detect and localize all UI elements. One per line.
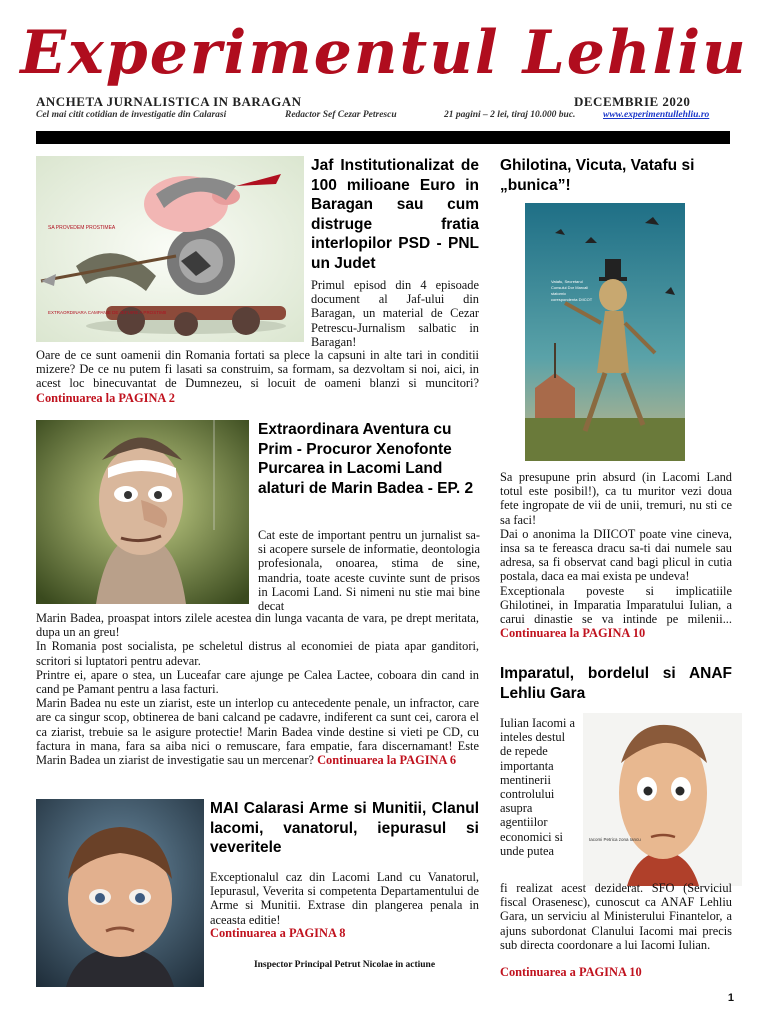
article2-paragraph — [36, 696, 479, 767]
svg-text:SA PROVEDEM PROSTIMEA: SA PROVEDEM PROSTIMEA — [48, 225, 116, 231]
masthead-tagline: Cel mai citit cotidian de investigatie din Calarasi — [36, 110, 227, 120]
article5-wrap-text: Iulian Iacomi a inteles destul de repede importanta mentinerii controlului asupra agentiilor economici si unde putea — [500, 716, 575, 858]
page-number: 1 — [727, 992, 734, 1004]
article2-paragraph: Printre ei, apare o stea, un Luceafar care ajunge pe Calea Lactee, coboara din cand in cand pe Pamant pentru a lasa facturi. — [36, 667, 479, 697]
header-rule — [36, 131, 730, 144]
article1-body-text: Oare de ce sunt oamenii din Romania fortati sa plece la capsuni in alte tari in conditii mizere? De ce nu putem fi lasati sa construim, sa formam, sa dezvoltam si noi, aici, in acest loc binecuvantat de Dumnezeu, si locuit de oameni blanzi si muncitori? — [36, 348, 479, 391]
article3-continue-link[interactable]: Continuarea a PAGINA 8 — [210, 926, 346, 940]
article2-paragraph-text: Marin Badea nu este un ziarist, este un interlop cu antecedente penale, un infractor, care are ca singur scop, obtinerea de bani calcand pe cadavre, indiferent ca sunt cei, carora el ca ziarist, trebuie sa le asigure protectie! Marin Badea vinde destine si vieti pe CD, cu factura in mana, fara sa aiba nici o remuscare, fara empatie, fara discernamant! Este Marin Badea un ziarist de investigatie sau un mercenar? — [36, 696, 479, 768]
scarecrow-illustration-image — [525, 203, 685, 461]
article5-body: fi realizat acest deziderat. SFO (Serviciul fiscal Orasenesc), cunoscut ca ANAF Lehliu Gara, un serviciu al Ministerului Finantelor, a ajuns subordonat Clanului Iacomi mai precis sub directa coordonare a lui Iacomi Iulian. — [500, 881, 732, 952]
article4-paragraph: Sa presupune prin absurd (in Lacomi Land totul este posibil!), ca tu muritor vezi doua fete ingropate de vii de unii, tremuri, nu sti ce sa faci! — [500, 470, 732, 527]
article3-body: Exceptionalul caz din Lacomi Land cu Vanatorul, Iepurasul, Veverita si competenta Departamentului de Arme si Munitii. Extrase din plangerea penala in aceasta editie! — [210, 870, 479, 927]
article4-body — [500, 470, 732, 640]
svg-text:Iacomi Petrica zona Iancu: Iacomi Petrica zona Iancu — [589, 837, 641, 842]
article2-headline[interactable]: Extraordinara Aventura cu Prim - Procuror Xenofonte Purcarea in Lacomi Land alaturi de Marin Badea - EP. 2 — [258, 421, 474, 497]
masthead-editor: Redactor Sef Cezar Petrescu — [285, 110, 397, 120]
article2-paragraph: Marin Badea, proaspat intors zilele acestea din lunga vacanta de vara, pe drept meritata, dupa un an greu! — [36, 611, 479, 640]
svg-text:EXTRAORDINARA CAMPANIE DE JEFU: EXTRAORDINARA CAMPANIE DE JEFUIRE A PROSTIMII — [48, 310, 167, 315]
article4-paragraph: Dai o anonima la DIICOT poate vine cineva, insa sa te fereasca dracu sa-ti dai numele sau adresa, sa fi observat cand bagi plicul in cutia postala, daca ea mai exista pe undeva! — [500, 526, 732, 584]
article2-body — [36, 611, 479, 767]
article4-continue-link[interactable]: Continuarea la PAGINA 10 — [500, 626, 646, 641]
article2-paragraph: In Romania post socialista, pe scheletul distrus al economiei de piata apar ganditori, scritori si luptatori pentru adevar. — [36, 639, 479, 668]
caricature-inspector-image — [36, 799, 204, 987]
article2-continue-link[interactable]: Continuarea la PAGINA 6 — [317, 753, 457, 768]
article3-headline[interactable]: MAI Calarasi Arme si Munitii, Clanul lacomi, vanatorul, iepurasul si veveritele — [210, 800, 479, 856]
article4-paragraph-text: Exceptionala poveste si implicatiile Ghilotinei, in Imparatia Imparatului Iulian, a carui dinastie se va intinde pe milenii... — [500, 583, 732, 627]
caricature-boy-image — [583, 713, 742, 886]
masthead-subtitle: ANCHETA JURNALISTICA IN BARAGAN — [36, 94, 302, 109]
masthead-info: 21 pagini – 2 lei, tiraj 10.000 buc. — [444, 110, 576, 120]
svg-text:Vatafu, Secretarul Consu: Vatafu, Secretarul Consului Dor Marcali statornic corespondenta DIICOT — [551, 279, 593, 302]
article4-headline[interactable]: Ghilotina, Vicuta, Vatafu si „bunica”! — [500, 157, 695, 194]
article5-continue-link[interactable]: Continuarea a PAGINA 10 — [500, 965, 642, 979]
website-link[interactable]: www.experimentullehliu.ro — [603, 110, 710, 120]
article1-intro: Primul episod din 4 episoade document al Jaf-ului din Baragan, un material de Cezar Petrescu-Jurnalism salbatic in Baragan! — [311, 278, 479, 349]
article3-caption: Inspector Principal Petrut Nicolae in actiune — [253, 960, 436, 970]
article5-headline[interactable]: Imparatul, bordelul si ANAF Lehliu Gara — [500, 665, 732, 702]
caricature-prosecutor-image — [36, 420, 249, 604]
pig-knight-cartoon-image — [36, 156, 304, 342]
article1-headline[interactable]: Jaf Institutionalizat de 100 milioane Euro in Baragan sau cum distruge fratia interlopilor PSD - PNL un Judet — [311, 157, 479, 272]
article2-intro: Cat este de important pentru un jurnalist sa-si acopere sursele de informatie, deontologia profesionala, onoarea, stima de sine, mandria, toate aceste cuvinte sunt de prisos in Lacomi Land. Si nimeni nu stie mai bine decat — [258, 528, 480, 614]
article1-body — [36, 348, 479, 405]
article1-continue-link[interactable]: Continuarea la PAGINA 2 — [36, 390, 175, 405]
masthead-title: Experimentul Lehliu — [20, 18, 748, 88]
article4-paragraph — [500, 584, 732, 641]
masthead-date: DECEMBRIE 2020 — [574, 94, 691, 109]
